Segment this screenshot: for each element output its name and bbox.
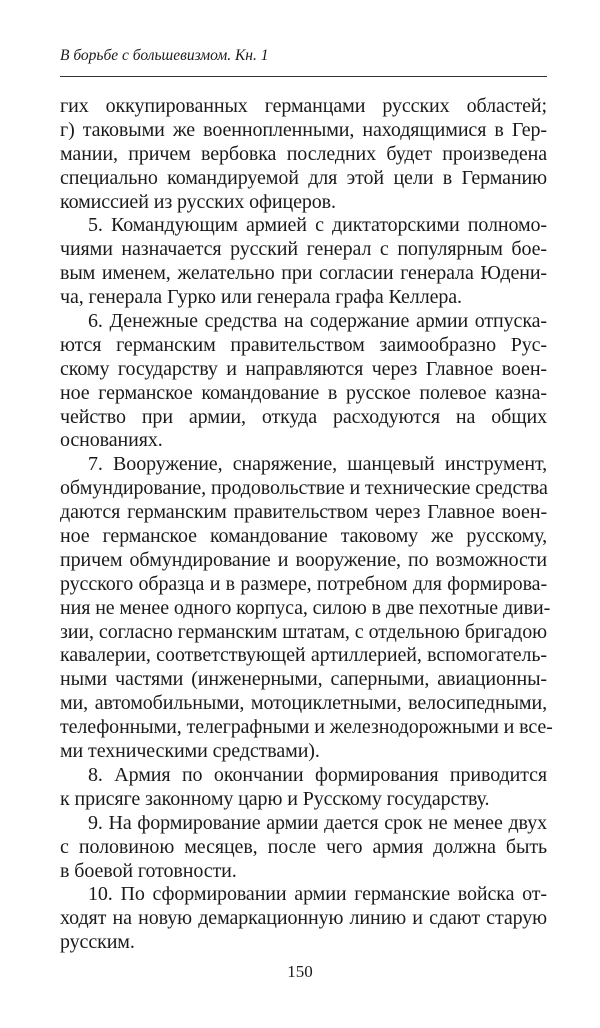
text-line: скому государству и направляются через Главное воен-	[60, 357, 547, 380]
text-line: с половиною месяцев, после чего армия должна быть	[60, 835, 547, 858]
text-line: причем обмундирование и вооружение, по возможности	[60, 548, 547, 571]
text-line: ются германским правительством заимообразно Рус-	[60, 333, 547, 356]
text-line: 7. Вооружение, снаряжение, шанцевый инструмент,	[88, 453, 547, 476]
text-line: ча, генерала Гурко или генерала графа Келлера.	[60, 286, 462, 309]
text-line: комиссией из русских офицеров.	[60, 190, 336, 213]
text-line: ми, автомобильными, мотоциклетными, велосипедными,	[60, 692, 547, 715]
text-line: к присяге законному царю и Русскому государству.	[60, 787, 490, 810]
text-line: телефонными, телеграфными и железнодорожными и все-	[60, 716, 553, 739]
text-line: зии, согласно германским штатам, с отдельною бригадою	[60, 620, 547, 643]
text-line: чейство при армии, откуда расходуются на общих	[60, 405, 547, 428]
running-head-title: В борьбе с большевизмом. Кн. 1	[60, 47, 269, 64]
text-line: гих оккупированных германцами русских областей;	[60, 95, 547, 117]
text-line: мании, причем вербовка последних будет произведена	[60, 142, 547, 165]
header-rule	[60, 76, 547, 77]
text-line: ния не менее одного корпуса, силою в две пехотные диви-	[60, 596, 551, 619]
page-number: 150	[287, 962, 313, 981]
text-line: специально командируемой для этой цели в Германию	[60, 166, 547, 189]
text-line: кавалерии, соответствующей артиллерией, вспомогатель-	[60, 644, 547, 667]
text-line: ное германское командование в русское полевое казна-	[60, 381, 547, 404]
text-line: русского образца и в размере, потребном для формирова-	[60, 572, 547, 595]
text-line: 8. Армия по окончании формирования приводится	[88, 763, 547, 786]
text-line: ми техническими средствами).	[60, 740, 320, 763]
text-line: чиями назначается русский генерал с популярным бое-	[60, 238, 547, 261]
page-body-text	[60, 95, 553, 955]
text-line: вым именем, желательно при согласии генерала Юдени-	[60, 262, 547, 285]
text-line: в боевой готовности.	[60, 859, 237, 882]
text-line: ными частями (инженерными, саперными, авиационны-	[60, 668, 547, 691]
text-line: основаниях.	[60, 429, 163, 452]
text-line: русским.	[60, 931, 135, 954]
text-line: 10. По сформировании армии германские войска от-	[88, 883, 547, 906]
text-line: 9. На формирование армии дается срок не менее двух	[88, 811, 547, 834]
text-line: ходят на новую демаркационную линию и сдают старую	[60, 907, 547, 930]
text-line: 5. Командующим армией с диктаторскими полномо-	[88, 214, 547, 237]
text-line: 6. Денежные средства на содержание армии отпуска-	[88, 310, 547, 333]
text-line: ное германское командование таковому же русскому,	[60, 525, 547, 548]
text-line: г) таковыми же военнопленными, находящимися в Гер-	[60, 118, 547, 141]
text-line: даются германским правительством через Главное воен-	[60, 501, 547, 524]
text-line: обмундирование, продовольствие и технические средства	[60, 477, 548, 500]
